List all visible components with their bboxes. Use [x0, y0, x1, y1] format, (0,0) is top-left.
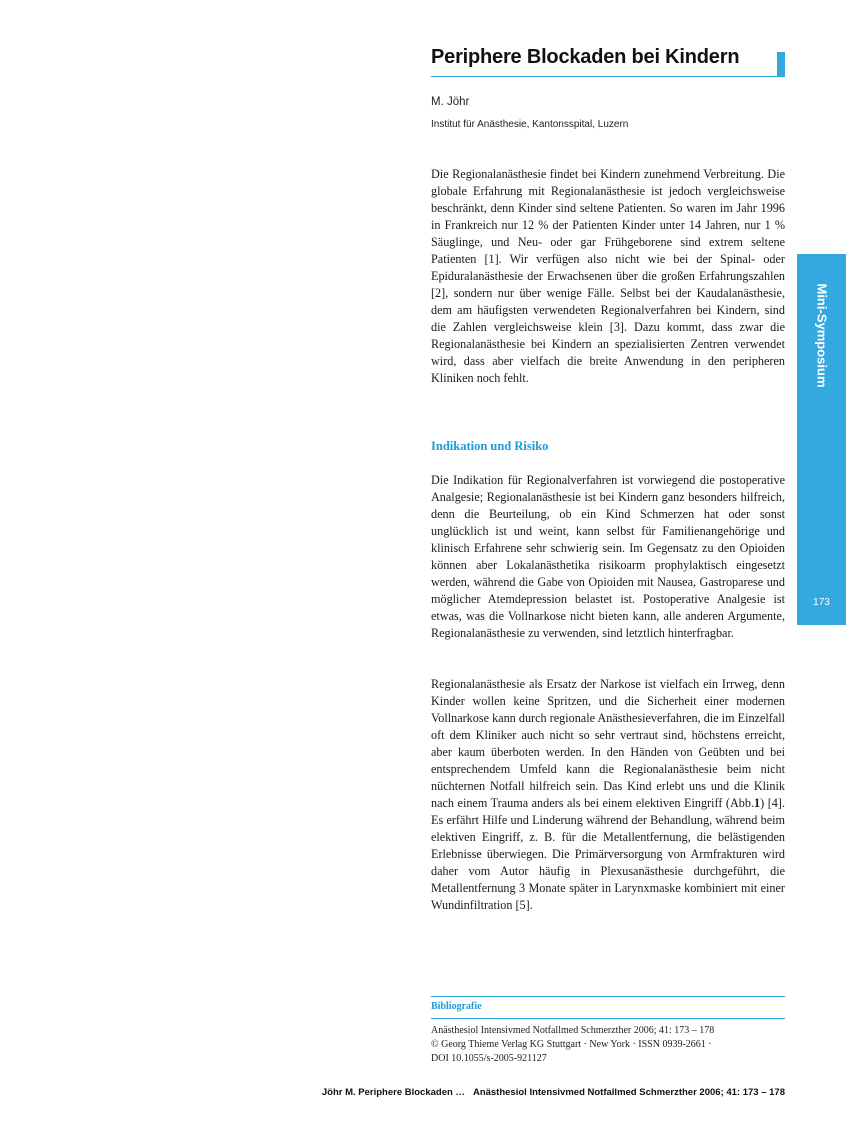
page-number: 173 — [813, 597, 830, 608]
title-accent-bar — [777, 52, 785, 76]
bibliography-citation: Anästhesiol Intensivmed Notfallmed Schmerzther 2006; 41: 173 – 178 — [431, 1025, 715, 1036]
bibliography-rule-top — [431, 996, 785, 997]
intro-paragraph: Die Regionalanästhesie findet bei Kindern zunehmend Verbreitung. Die globale Erfahrung mit Regionalanästhesie ist jedoch vergleichsweise beschränkt, denn Kinder sind seltene Patienten. So waren im Jahr 1996 in Frankreich nur 12 % der Patienten Kinder unter 14 Jahren, nur 1 % Säuglinge, und Neu- oder gar Frühgeborene sind extrem seltene Patienten [1]. Wir verfügen also nicht wie bei der Spinal- oder Epiduralanästhesie der Erwachsenen über die großen Erfahrungszahlen [2], sondern nur über wenige Fälle. Selbst bei der Kaudalanästhesie, dem am häufigsten verwendeten Regionalverfahren bei Kindern, sind die Zahlen vergleichsweise klein [3]. Dazu kommt, dass zwar die Regionalanästhesie bei Kindern an spezialisierten Zentren verwendet wird, dass aber vielfach die breite Anwendung in den peripheren Kliniken noch fehlt. — [431, 167, 785, 385]
title-rule — [431, 76, 785, 77]
paragraph-regionalanaesthesie — [431, 676, 785, 914]
section-heading: Indikation und Risiko — [431, 439, 549, 453]
footer-journal: Anästhesiol Intensivmed Notfallmed Schmerzther 2006; 41: 173 – 178 — [472, 1087, 785, 1098]
author-name: M. Jöhr — [431, 96, 470, 108]
paragraph-text-part: ) [4]. Es erfährt Hilfe und Linderung während der Behandlung, während beim elektiven Eingriff, z. B. für die Metallentfernung, die belästigenden Erlebnisse überwiegen. Die Primärversorgung von Armfrakturen wird daher vom Autor häufig in Plexusanästhesie durchgeführt, die Metallentfernung 3 Monate später in Larynxmaske kombiniert mit einer Wundinfiltration [5]. — [431, 796, 785, 912]
bibliography-rule-bottom — [431, 1018, 785, 1019]
side-tab-label — [797, 260, 846, 410]
author-affiliation: Institut für Anästhesie, Kantonsspital, Luzern — [431, 119, 629, 130]
footer-author-title: Jöhr M. Periphere Blockaden … — [321, 1087, 465, 1098]
bibliography-publisher: © Georg Thieme Verlag KG Stuttgart · New York · ISSN 0939-2661 · — [431, 1039, 712, 1050]
article-title: Periphere Blockaden bei Kindern — [431, 46, 740, 68]
bibliography-heading: Bibliografie — [431, 1001, 482, 1012]
paragraph-indikation: Die Indikation für Regionalverfahren ist vorwiegend die postoperative Analgesie; Regionalanästhesie ist bei Kindern ganz besonders hilfreich, denn die Beurteilung, ob ein Kind Schmerzen hat oder sonst unglücklich ist und weint, kann selbst für Familienangehörige und klinisch Erfahrene sehr schwierig sein. Im Gegensatz zu den Opioiden können aber Lokalanästhetika risikoarm prophylaktisch eingesetzt werden, während die Gabe von Opioiden mit Nausea, Gastroparese und möglicher Atemdepression belastet ist. Postoperative Analgesie ist etwas, was die Vollnarkose nicht bieten kann, alle anderen Argumente, Regionalanästhesie zu verwenden, sind letztlich hinterfragbar. — [431, 473, 785, 640]
side-tab-text: Mini-Symposium — [814, 282, 830, 388]
figure-reference[interactable]: 1 — [754, 796, 761, 810]
paragraph-text-part: Regionalanästhesie als Ersatz der Narkose ist vielfach ein Irrweg, denn Kinder wollen keine Spritzen, und die Sicherheit einer modernen Vollnarkose kann durch regionale Anästhesieverfahren, die im Einzelfall oft dem Kliniker auch nicht so sehr vertraut sind, höchstens erreicht, aber kaum überboten werden. In den Händen von Geübten und bei entsprechendem Umfeld kann die Regionalanästhesie beim nicht nüchternen Notfall hilfreich sein. Das Kind erlebt uns und die Klinik nach einem Trauma anders als bei einem elektiven Eingriff (Abb. — [431, 677, 785, 810]
running-footer — [322, 1087, 785, 1098]
bibliography-doi: DOI 10.1055/s-2005-921127 — [431, 1053, 547, 1064]
